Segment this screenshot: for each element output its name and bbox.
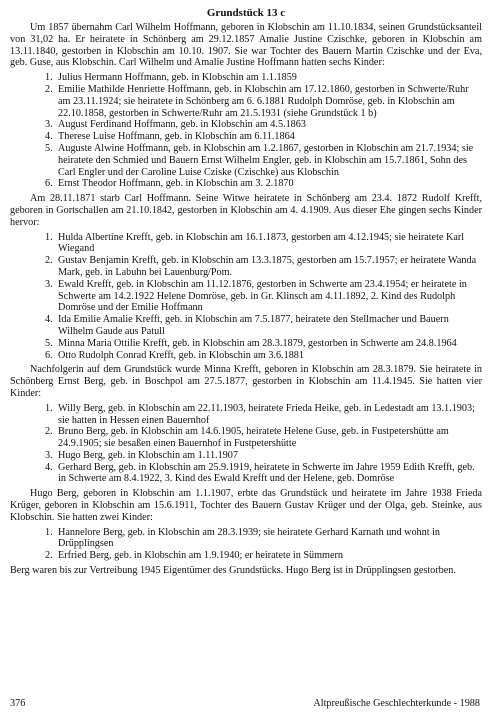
list-item-number: 3. [45,449,53,461]
list-item [45,402,482,427]
list-item-text: Julius Hermann Hoffmann, geb. in Klobschin am 1.1.1859 [58,72,297,84]
page-title: Grundstück 13 c [206,7,286,19]
list-item [45,178,482,190]
section-3-children-list [10,403,482,486]
list-item-number: 3. [45,119,53,131]
list-item-text: Bruno Berg, geb. in Klobschin am 14.6.1905, heiratete Helene Guse, geb. in Fustpetershütte am 24.9.1905; sie besaßen einen Bauernhof in Fustpetershütte [58,426,449,450]
list-item-text: Ida Emilie Amalie Krefft, geb. in Klobschin am 7.5.1877, heiratete den Stellmacher und Bauern Wilhelm Gaude aus Patull [58,314,449,337]
list-item [45,255,482,279]
list-item [45,278,482,314]
list-item-number: 5. [45,142,53,154]
list-item [45,142,482,178]
list-item-number: 6. [45,178,53,190]
list-item [45,131,482,143]
list-item-number: 2. [45,83,53,95]
list-item-text: Minna Maria Ottilie Krefft, geb. in Klobschin am 28.3.1879, gestorben in Schwerte am 24.8.1964 [58,337,457,349]
list-item-number: 1. [45,402,53,414]
list-item-number: 1. [45,231,53,243]
list-item-text: Hugo Berg, geb. in Klobschin am 1.11.1907 [58,449,238,461]
list-item-number: 4. [45,461,53,473]
list-item-text: Hulda Albertine Krefft, geb. in Klobschin am 16.1.1873, gestorben am 4.12.1945; sie heiratete Karl Wiegand [58,231,465,255]
section-2-intro: Am 28.11.1871 starb Carl Hoffmann. Seine Witwe heiratete in Schönberg am 23.4. 1872 Rudolf Krefft, geboren in Gortschallen am 21.10.1842, gestorben in Klobschin am 4. 4.1909. Aus dieser Ehe gingen sechs Kinder hervor: [10,193,482,228]
list-item-text: Ewald Krefft, geb. in Klobschin am 11.12.1876, gestorben in Schwerte am 23.4.1954; er heiratete in Schwerte am 14.2.1922 Helene Domröse, geb. in Gr. Klinsch am 4.11.1892, 2. Kind des Rudolph Domröse und der Emilie Hoffmann [58,278,467,314]
list-item-number: 2. [45,550,53,562]
list-item-number: 4. [45,131,53,143]
list-item [45,526,482,551]
section-4-children-list [10,527,482,562]
list-item-number: 4. [45,314,53,326]
list-item [45,349,482,362]
list-item [45,314,482,338]
section-1-intro: Um 1857 übernahm Carl Wilhelm Hoffmann, geboren in Klobschin am 11.10.1834, seinen Grundstücksanteil von 31,02 ha. Er heiratete in Schönberg am 29.12.1857 Amalie Justine Czischke, geboren in Klobschin am 13.11.1840, gestorben in Klobschin am 10.10. 1907. Sie war Tochter des Bauern Martin Czischke und der Eva, geb. Guse, aus Klobschin. Carl Wilhelm und Amalie Justine Hoffmann hatten sechs Kinder: [10,22,482,69]
section-4-intro: Hugo Berg, geboren in Klobschin am 1.1.1907, erbte das Grundstück und heiratete im Jahre 1938 Frieda Krüger, geboren in Klobschin am 15.6.1911, Tochter des Bauern Gustav Krüger und der Olga, geb. Steinke, aus Klobschin. Sie hatten zwei Kinder: [10,488,482,523]
list-item [45,231,482,256]
list-item-text: Erfried Berg, geb. in Klobschin am 1.9.1940; er heiratete in Sümmern [58,550,343,562]
list-item-number: 1. [45,526,53,538]
section-3-intro: Nachfolgerin auf dem Grundstück wurde Minna Krefft, geboren in Klobschin am 28.3.1879. Sie heiratete in Schönberg Ernst Berg, geb. in Boschpol am 27.5.1877, gestorben in Klobschin am 11.4.1945. Sie hatten vier Kinder: [10,364,482,399]
list-item-text: Gustav Benjamin Krefft, geb. in Klobschin am 13.3.1875, gestorben am 15.7.1957; er heiratete Wanda Mark, geb. in Labuhn bei Lauenburg/Pom. [58,255,477,278]
journal-title: Altpreußische Geschlechterkunde - 1988 [313,698,480,709]
list-item-number: 2. [45,255,53,267]
list-item [45,461,482,486]
list-item-text: Willy Berg, geb. in Klobschin am 22.11.1903, heiratete Frieda Heike, geb. in Ledestadt am 13.1.1903; sie hatten in Hessen einen Bauernhof [58,402,475,426]
list-item-text: Otto Rudolph Conrad Krefft, geb. in Klobschin am 3.6.1881 [58,349,304,361]
document-body [10,22,482,577]
list-item-text: Hannelore Berg, geb. in Klobschin am 28.3.1939; sie heiratete Gerhard Karnath und wohnt in Drüpplingsen [58,526,441,550]
list-item-text: Emilie Mathilde Henriette Hoffmann, geb. in Klobschin am 17.12.1860, gestorben in Schwerte/Ruhr am 23.11.1924; sie heiratete in Schönberg am 6. 6.1881 Rudolph Domröse, geb. in Klobschin am 22.10.1858, gestorben in Schwerte/Ruhr am 21.5.1931 (siehe Grundstück 1 b) [58,83,469,119]
list-item [45,119,482,131]
page-number: 376 [10,698,26,709]
list-item-number: 2. [45,426,53,438]
list-item-text: Therese Luise Hoffmann, geb. in Klobschin am 6.11.1864 [58,131,295,143]
list-item [45,426,482,450]
section-2-children-list [10,232,482,362]
list-item [45,449,482,462]
section-1-children-list [10,72,482,190]
list-item-number: 3. [45,278,53,290]
list-item [45,550,482,562]
list-item-number: 1. [45,72,53,84]
list-item-text: Ernst Theodor Hoffmann, geb. in Klobschin am 3. 2.1870 [58,178,294,190]
list-item-text: Gerhard Berg, geb. in Klobschin am 25.9.1919, heiratete in Schwerte im Jahre 1959 Edith Krefft, geb. in Schwerte am 8.4.1922, 3. Kind des Ewald Krefft und der Helene, geb. Domröse [58,461,475,485]
list-item [45,83,482,119]
list-item [45,72,482,84]
list-item [45,337,482,350]
list-item-text: Auguste Alwine Hoffmann, geb. in Klobschin am 1.2.1867, gestorben in Klobschin am 21.7.1934; sie heiratete den Schmied und Bauern Ernst Wilhelm Engler, geb. in Klobschin am 15.7.1861, Sohn des Carl Engler und der Caroline Luise Cziske (Czischke) aus Klobschin [58,142,474,178]
closing-paragraph: Berg waren bis zur Vertreibung 1945 Eigentümer des Grundstücks. Hugo Berg ist in Drüpplingsen gestorben. [10,565,456,577]
list-item-text: August Ferdinand Hoffmann, geb. in Klobschin am 4.5.1863 [58,119,306,131]
list-item-number: 6. [45,349,53,361]
list-item-number: 5. [45,337,53,349]
